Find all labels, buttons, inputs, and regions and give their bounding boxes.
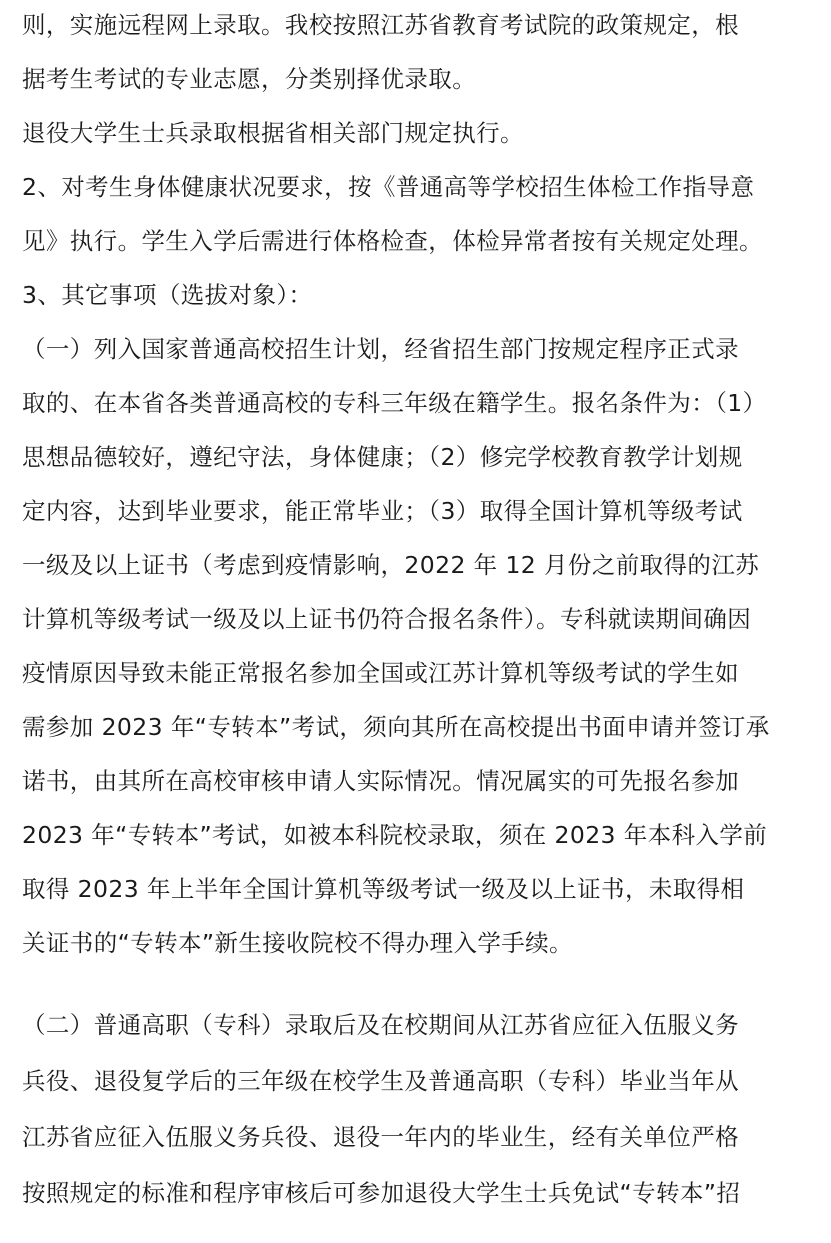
section-heading: 3、其它事项（选拔对象）： bbox=[22, 281, 313, 309]
text-line: 取的、在本省各类普通高校的专科三年级在籍学生。报名条件为：（1） bbox=[22, 389, 767, 417]
text-line: 关证书的“专转本”新生接收院校不得办理入学手续。 bbox=[22, 929, 573, 957]
text-line: 见》执行。学生入学后需进行体格检查，体检异常者按有关规定处理。 bbox=[22, 227, 763, 255]
text-line: 诺书，由其所在高校审核申请人实际情况。情况属实的可先报名参加 bbox=[22, 767, 739, 795]
text-line: 取得 2023 年上半年全国计算机等级考试一级及以上证书，未取得相 bbox=[22, 875, 745, 903]
text-line: （二）普通高职（专科）录取后及在校期间从江苏省应征入伍服义务 bbox=[22, 1011, 739, 1039]
text-line: 据考生考试的专业志愿，分类别择优录取。 bbox=[22, 65, 477, 93]
text-line: 2、对考生身体健康状况要求，按《普通高等学校招生体检工作指导意 bbox=[22, 173, 755, 201]
text-line: 定内容，达到毕业要求，能正常毕业；（3）取得全国计算机等级考试 bbox=[22, 497, 743, 525]
text-line: 按照规定的标准和程序审核后可参加退役大学生士兵免试“专转本”招 bbox=[22, 1179, 741, 1207]
text-line: 思想品德较好，遵纪守法，身体健康；（2）修完学校教育教学计划规 bbox=[22, 443, 743, 471]
text-line: 一级及以上证书（考虑到疫情影响，2022 年 12 月份之前取得的江苏 bbox=[22, 551, 760, 579]
text-line: 江苏省应征入伍服义务兵役、退役一年内的毕业生，经有关单位严格 bbox=[22, 1123, 739, 1151]
text-line: 需参加 2023 年“专转本”考试，须向其所在高校提出书面申请并签订承 bbox=[22, 713, 770, 741]
text-line: 则，实施远程网上录取。我校按照江苏省教育考试院的政策规定，根 bbox=[22, 11, 739, 39]
text-line: （一）列入国家普通高校招生计划，经省招生部门按规定程序正式录 bbox=[22, 335, 739, 363]
text-line: 疫情原因导致未能正常报名参加全国或江苏计算机等级考试的学生如 bbox=[22, 659, 739, 687]
text-line: 兵役、退役复学后的三年级在校学生及普通高职（专科）毕业当年从 bbox=[22, 1067, 739, 1095]
text-line: 计算机等级考试一级及以上证书仍符合报名条件）。专科就读期间确因 bbox=[22, 605, 752, 633]
text-line: 退役大学生士兵录取根据省相关部门规定执行。 bbox=[22, 119, 524, 147]
text-line: 2023 年“专转本”考试，如被本科院校录取，须在 2023 年本科入学前 bbox=[22, 821, 768, 849]
